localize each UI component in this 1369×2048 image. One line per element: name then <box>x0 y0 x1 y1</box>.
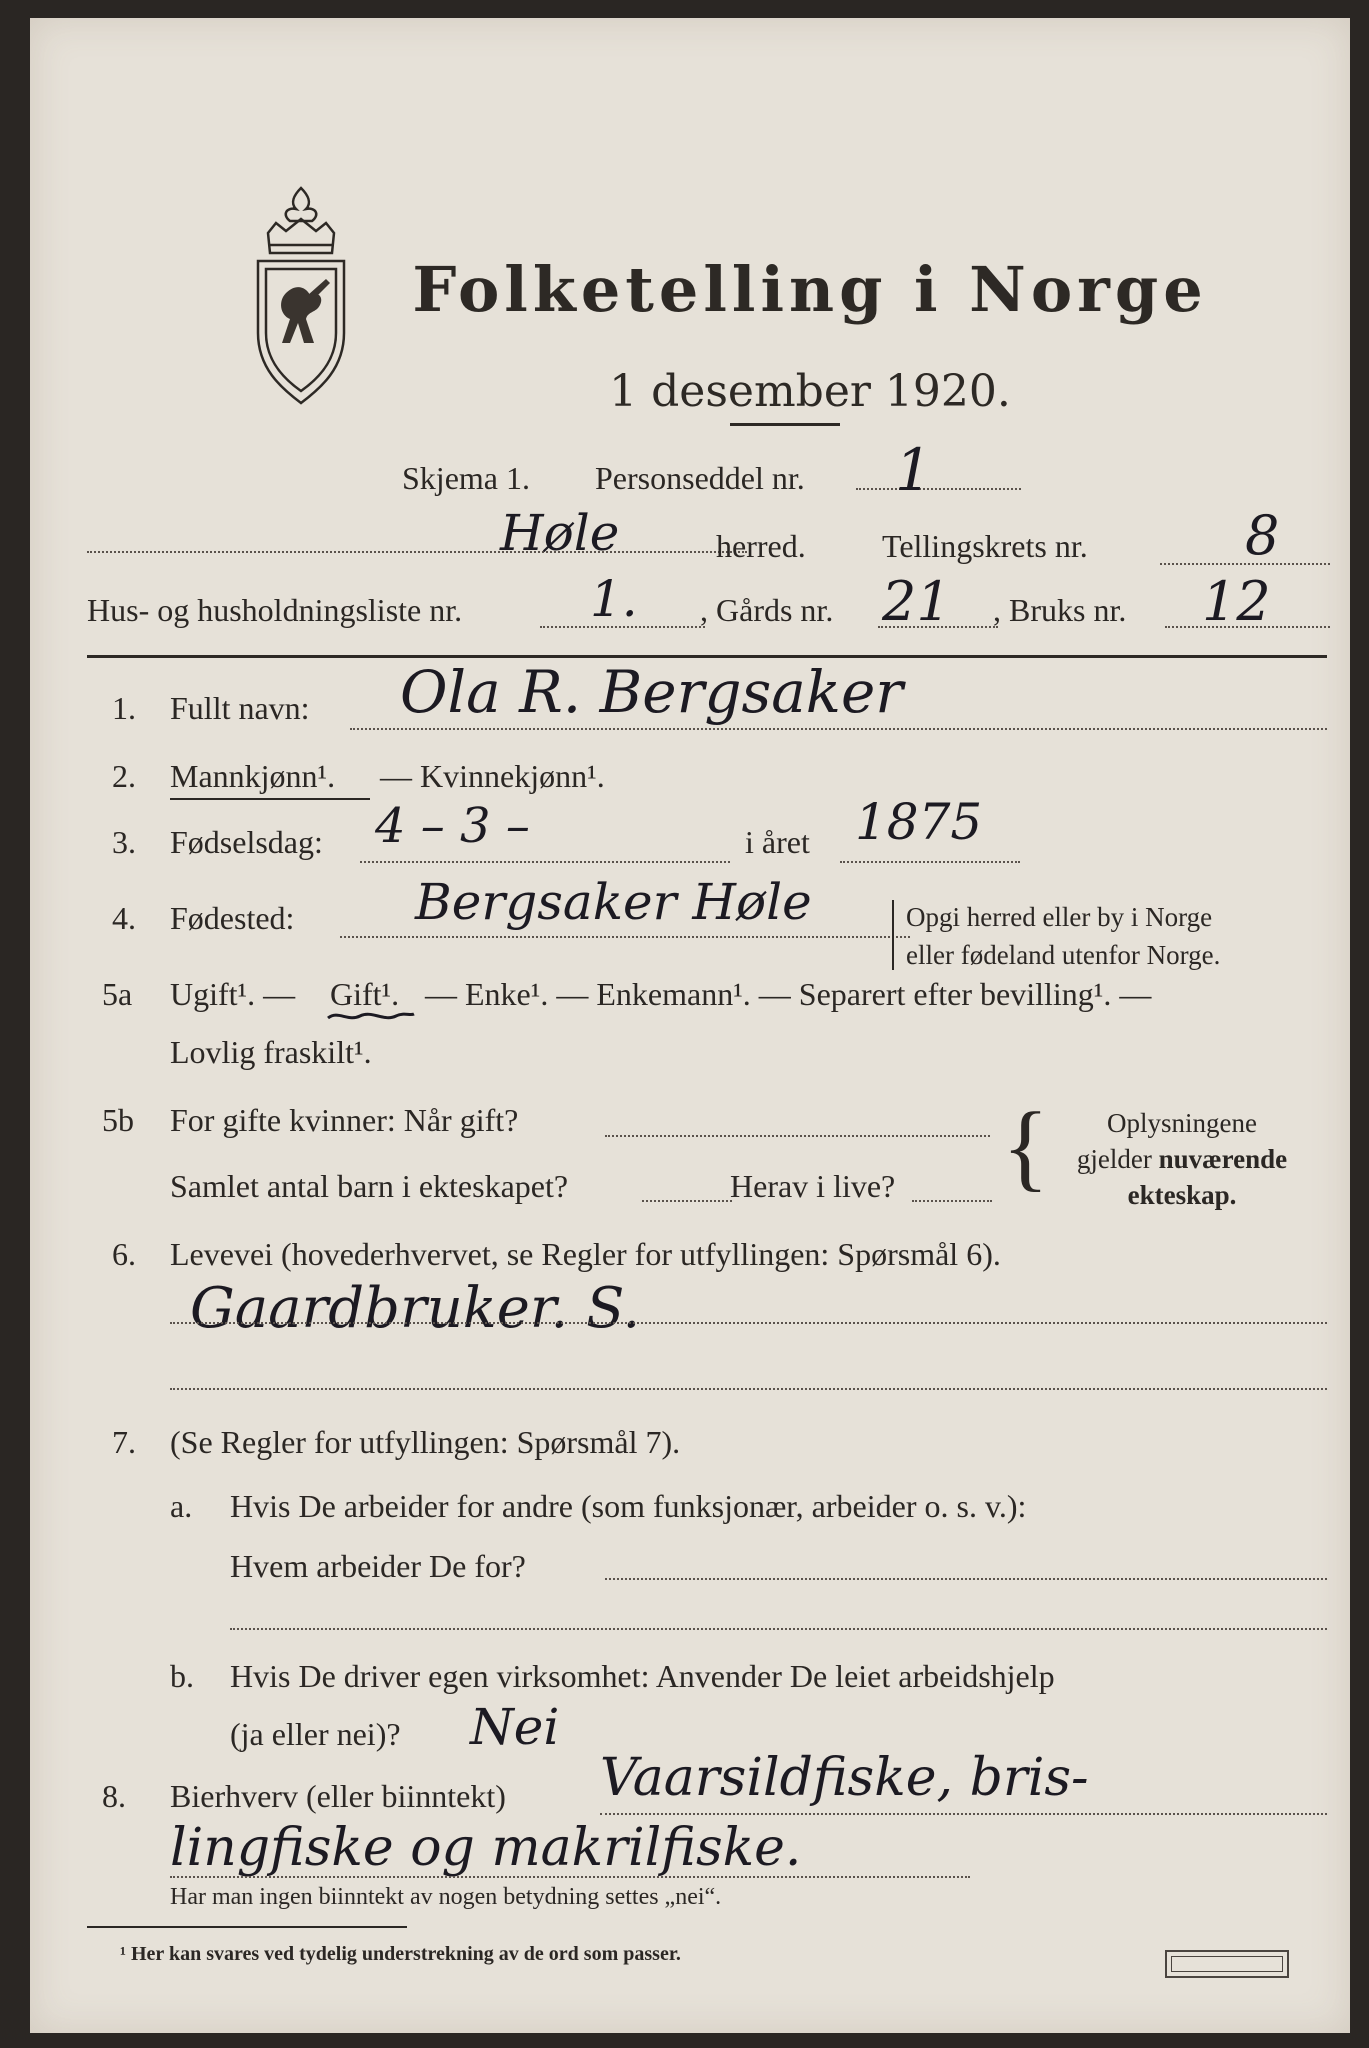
q6-label: Levevei (hovederhvervet, se Regler for utfyllingen: Spørsmål 6). <box>170 1236 1001 1272</box>
hus-label: Hus- og husholdningsliste nr. <box>87 592 463 628</box>
q1-label: Fullt navn: <box>170 690 310 726</box>
q5a-ugift[interactable]: Ugift¹. — <box>170 976 296 1012</box>
tellingskrets-label: Tellingskrets nr. <box>882 528 1088 564</box>
q8-line1 <box>600 1813 1327 1815</box>
q5b-number: 5b <box>102 1102 134 1138</box>
bruks-value[interactable]: 12 <box>1202 570 1271 633</box>
q3-number: 3. <box>112 824 136 860</box>
q3-year-line <box>840 861 1020 863</box>
q7a-line1 <box>605 1578 1327 1580</box>
q2-male-underline <box>170 798 370 800</box>
q4-note-bracket <box>892 900 894 970</box>
q8-line2 <box>170 1876 970 1878</box>
q7-label: (Se Regler for utfyllingen: Spørsmål 7). <box>170 1424 681 1460</box>
q4-note-line2: eller fødeland utenfor Norge. <box>906 940 1221 970</box>
q1-number: 1. <box>112 690 136 726</box>
q5b-alive-line <box>912 1200 992 1202</box>
q7b-label2: (ja eller nei)? <box>230 1716 401 1752</box>
q5b-note-line3: ekteskap. <box>1127 1180 1237 1210</box>
q4-number: 4. <box>112 900 136 936</box>
q1-value[interactable]: Ola R. Bergsaker <box>400 658 903 726</box>
q6-line1 <box>170 1322 1327 1324</box>
q7-number: 7. <box>112 1424 136 1460</box>
personseddel-line <box>856 488 1021 490</box>
q3-value[interactable]: 4 – 3 – <box>375 798 530 854</box>
q3-year-label: i året <box>745 824 810 860</box>
q8-value-line2[interactable]: lingfiske og makrilfiske. <box>170 1818 802 1878</box>
q6-value[interactable]: Gaardbruker. S. <box>190 1276 641 1341</box>
q7b-value[interactable]: Nei <box>470 1698 560 1756</box>
q5a-number: 5a <box>102 976 133 1012</box>
q7b-letter: b. <box>170 1658 194 1694</box>
q5b-label: For gifte kvinner: Når gift? <box>170 1102 519 1138</box>
q8-label: Bierhverv (eller biinntekt) <box>170 1778 506 1814</box>
gards-value[interactable]: 21 <box>882 570 951 633</box>
q3-label: Fødselsdag: <box>170 824 323 860</box>
census-date: 1 desember 1920. <box>609 366 1011 417</box>
hus-value[interactable]: 1. <box>590 570 638 628</box>
q4-line <box>340 936 910 938</box>
census-form-page <box>30 18 1350 2033</box>
gards-label: , Gårds nr. <box>700 592 834 628</box>
q7a-label2: Hvem arbeider De for? <box>230 1548 526 1584</box>
q5b-note-brace: { <box>1002 1093 1050 1201</box>
title-divider <box>730 423 840 426</box>
q7b-label: Hvis De driver egen virksomhet: Anvender De leiet arbeidshjelp <box>230 1658 1055 1694</box>
tellingskrets-value[interactable]: 8 <box>1245 504 1280 567</box>
q4-note-line1: Opgi herred eller by i Norge <box>906 902 1213 932</box>
norwegian-coat-of-arms <box>246 183 356 408</box>
q8-value-line1[interactable]: Vaarsildfiske, bris- <box>600 1748 1089 1808</box>
herred-value[interactable]: Høle <box>500 504 620 562</box>
q3-year-value[interactable]: 1875 <box>855 793 983 851</box>
q5b-label2: Samlet antal barn i ekteskapet? <box>170 1168 569 1204</box>
q7a-letter: a. <box>170 1488 193 1524</box>
q8-number: 8. <box>102 1778 126 1814</box>
q7a-label: Hvis De arbeider for andre (som funksjonær, arbeider o. s. v.): <box>230 1488 1027 1524</box>
q5b-note-line2: gjelder nuværende <box>1076 1144 1288 1174</box>
q8-note: Har man ingen biinntekt av nogen betydning settes „nei“. <box>170 1884 722 1910</box>
q3-line <box>360 861 730 863</box>
q5b-children-line <box>642 1200 732 1202</box>
footnote-rule <box>87 1926 407 1928</box>
q2-male[interactable]: Mannkjønn¹. <box>170 758 336 794</box>
bruks-label: , Bruks nr. <box>993 592 1127 628</box>
q7a-line2 <box>230 1628 1327 1630</box>
skjema-label: Skjema 1. <box>402 460 530 496</box>
q6-number: 6. <box>112 1236 136 1272</box>
q6-line2 <box>170 1388 1327 1390</box>
personseddel-label: Personseddel nr. <box>595 460 805 496</box>
q4-value[interactable]: Bergsaker Høle <box>415 873 812 931</box>
q5b-married-line <box>605 1135 990 1137</box>
personseddel-value[interactable]: 1 <box>895 436 932 504</box>
q5a-line2[interactable]: Lovlig fraskilt¹. <box>170 1034 372 1070</box>
herred-line <box>87 551 747 553</box>
q2-number: 2. <box>112 758 136 794</box>
printer-stamp <box>1165 1950 1289 1978</box>
q2-rest[interactable]: — Kvinnekjønn¹. <box>380 758 605 794</box>
form-title: Folketelling i Norge <box>412 253 1208 326</box>
q5a-rest[interactable]: — Enke¹. — Enkemann¹. — Separert efter bevilling¹. — <box>425 976 1152 1012</box>
q5b-note-line1: Oplysningene <box>1107 1108 1257 1138</box>
q5b-label3: Herav i live? <box>730 1168 896 1204</box>
q5a-gift-underline <box>326 1008 416 1024</box>
q4-label: Fødested: <box>170 900 295 936</box>
herred-label: herred. <box>716 528 806 564</box>
q1-line <box>350 728 1327 730</box>
footnote: ¹ Her kan svares ved tydelig understrekning av de ord som passer. <box>120 1943 681 1965</box>
q5a-gift[interactable]: Gift¹. <box>330 976 400 1012</box>
